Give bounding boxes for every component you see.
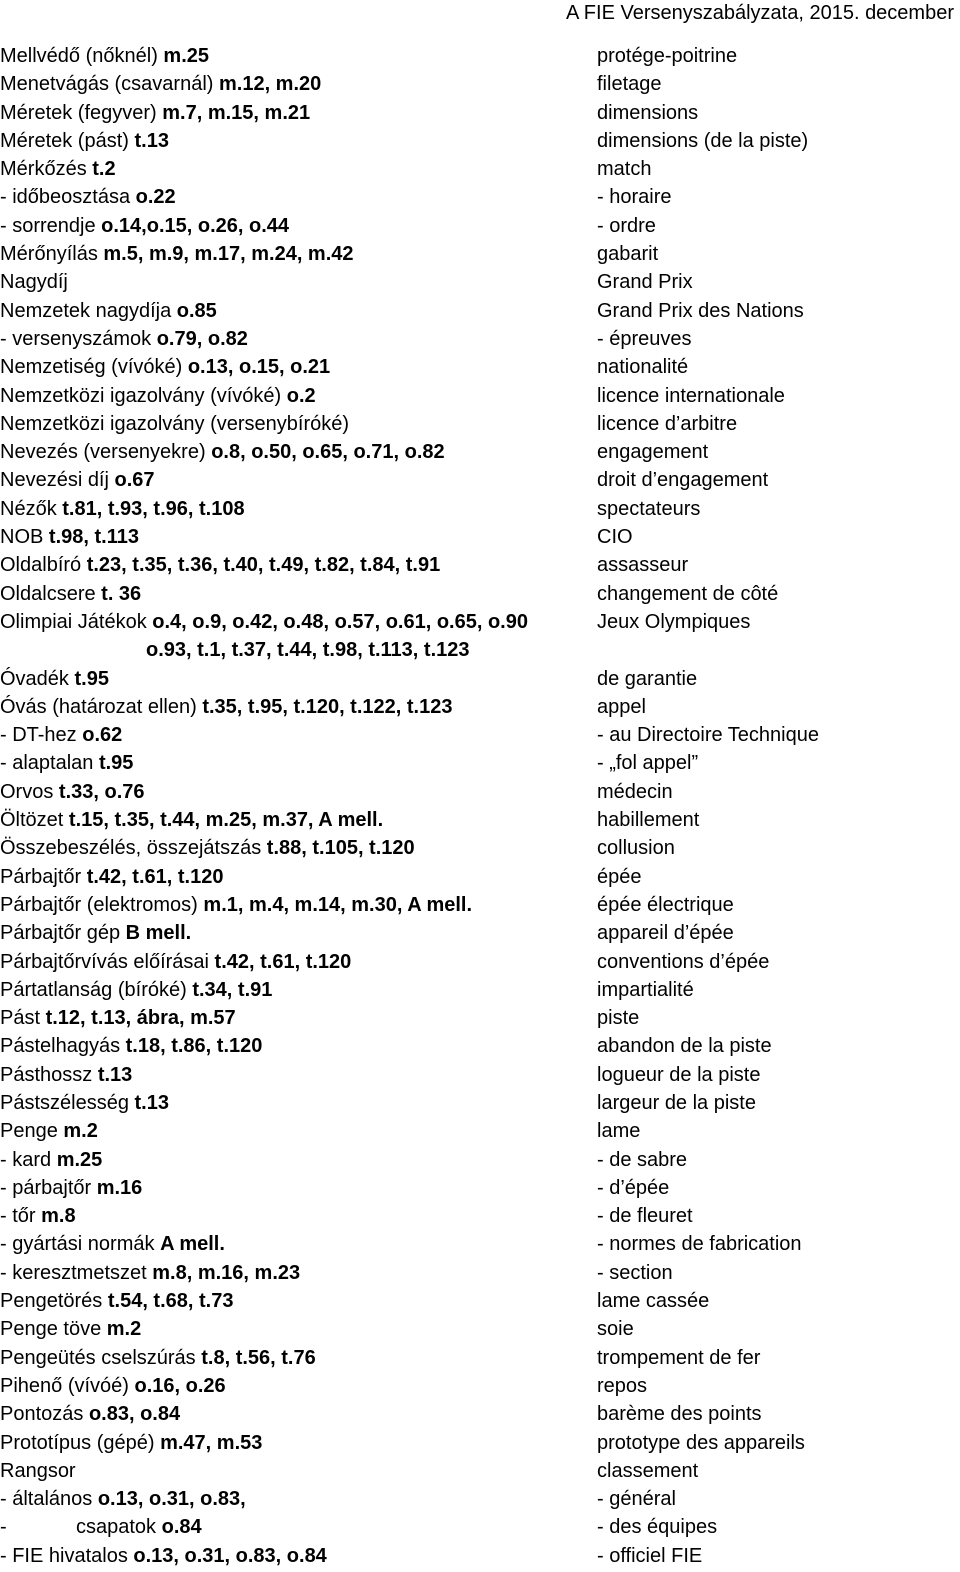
hungarian-term — [0, 806, 383, 834]
section-references: t.13 — [134, 1091, 169, 1114]
index-entry — [0, 1513, 960, 1541]
section-references: m.2 — [106, 1318, 142, 1341]
term-text: Nemzetközi igazolvány (versenybíróké) — [0, 412, 350, 435]
hungarian-term — [0, 919, 191, 947]
term-text: Pásthossz — [0, 1063, 98, 1086]
section-references: t.88, t.105, t.120 — [266, 837, 415, 860]
french-term: piste — [597, 1007, 640, 1030]
index-entry — [0, 1174, 960, 1202]
term-text: Prototípus (gépé) — [0, 1431, 161, 1454]
index-entry — [0, 297, 960, 325]
section-references: m.1, m.4, m.14, m.30, A mell. — [203, 893, 473, 916]
french-term: dimensions (de la piste) — [597, 129, 809, 152]
french-term: - de sabre — [597, 1148, 688, 1171]
hungarian-term — [0, 325, 248, 353]
term-text: Nevezés (versenyekre) — [0, 441, 212, 464]
index-entry — [0, 325, 960, 353]
index-entry — [0, 212, 960, 240]
index-entry — [0, 70, 960, 98]
french-term: spectateurs — [597, 497, 701, 520]
section-references: t.13 — [134, 129, 169, 152]
index-entry — [0, 382, 960, 410]
hungarian-term — [0, 212, 289, 240]
hungarian-term — [0, 438, 445, 466]
french-term: médecin — [597, 780, 673, 803]
term-text: Nemzetközi igazolvány (vívóké) — [0, 384, 287, 407]
term-text: - gyártási normák — [0, 1233, 161, 1256]
index-entry — [0, 1542, 960, 1570]
term-text: - versenyszámok — [0, 327, 157, 350]
section-references: m.25 — [163, 45, 210, 67]
hungarian-term — [0, 183, 176, 211]
term-text: Penge — [0, 1120, 64, 1143]
term-text: Párbajtőr — [0, 865, 87, 888]
hungarian-term — [0, 1400, 180, 1428]
term-text: Penge töve — [0, 1318, 107, 1341]
french-term: gabarit — [597, 243, 659, 266]
section-references: t.98, t.113 — [48, 526, 139, 549]
term-text: Nemzetek nagydíja — [0, 299, 177, 322]
french-term: barème des points — [597, 1403, 762, 1426]
french-term: - épreuves — [597, 327, 692, 350]
hungarian-term — [146, 636, 470, 664]
index-entry — [0, 1202, 960, 1230]
term-text: Nevezési díj — [0, 469, 115, 492]
term-text: Mérkőzés — [0, 158, 93, 181]
hungarian-term — [0, 580, 141, 608]
french-term: licence internationale — [597, 384, 785, 407]
hungarian-term — [0, 1117, 98, 1145]
hungarian-term — [0, 834, 415, 862]
index-entry — [0, 495, 960, 523]
term-text: Oldalbíró — [0, 554, 87, 577]
term-text: Nagydíj — [0, 271, 68, 294]
section-references: m.7, m.15, m.21 — [162, 101, 311, 124]
french-term: CIO — [597, 526, 633, 549]
hungarian-term — [0, 268, 68, 296]
hungarian-term — [0, 382, 316, 410]
index-entry — [0, 183, 960, 211]
french-term: de garantie — [597, 667, 698, 690]
index-entry — [0, 155, 960, 183]
french-term: lame — [597, 1120, 641, 1143]
page-header: A FIE Versenyszabályzata, 2015. december — [566, 2, 954, 24]
term-text: Összebeszélés, összejátszás — [0, 837, 267, 860]
french-term: repos — [597, 1374, 648, 1397]
index-entry — [0, 580, 960, 608]
section-references: m.8 — [41, 1205, 76, 1228]
index-entry — [0, 636, 960, 664]
term-text: csapatok — [76, 1516, 162, 1539]
term-text: - általános — [0, 1488, 98, 1511]
section-references: o.13, o.31, o.83, o.84 — [133, 1544, 327, 1567]
section-references: t.18, t.86, t.120 — [125, 1035, 263, 1058]
index-entry — [0, 1004, 960, 1032]
french-term: dimensions — [597, 101, 699, 124]
section-references: t.34, t.91 — [192, 978, 273, 1001]
section-references: o.93, t.1, t.37, t.44, t.98, t.113, t.123 — [146, 639, 470, 662]
french-term: lame cassée — [597, 1290, 710, 1313]
french-term: - au Directoire Technique — [597, 724, 819, 747]
index-entry — [0, 1032, 960, 1060]
hungarian-term — [0, 665, 109, 693]
section-references: o.14,o.15, o.26, o.44 — [101, 214, 290, 237]
index-entry — [0, 523, 960, 551]
french-term: conventions d’épée — [597, 950, 770, 973]
french-term: - section — [597, 1261, 673, 1284]
french-term: Grand Prix — [597, 271, 693, 294]
index-entry — [0, 948, 960, 976]
french-term: impartialité — [597, 978, 694, 1001]
index-entry — [0, 466, 960, 494]
index-entry — [0, 608, 960, 636]
hungarian-term — [0, 495, 245, 523]
index-entry — [0, 976, 960, 1004]
section-references: t.8, t.56, t.76 — [201, 1346, 316, 1369]
section-references: o.85 — [176, 299, 217, 322]
section-references: m.25 — [56, 1148, 103, 1171]
section-references: m.2 — [63, 1120, 98, 1143]
hungarian-term — [0, 608, 528, 636]
french-term: appel — [597, 695, 646, 718]
french-term: nationalité — [597, 356, 689, 379]
term-text: Pengeütés cselszúrás — [0, 1346, 202, 1369]
section-references: o.79, o.82 — [156, 327, 248, 350]
french-term: licence d’arbitre — [597, 412, 738, 435]
french-term: - „fol appel” — [597, 752, 699, 775]
french-term: épée — [597, 865, 642, 888]
term-text: Olimpiai Játékok — [0, 610, 153, 633]
hungarian-term — [0, 466, 155, 494]
hungarian-term — [0, 1315, 141, 1343]
index-entry — [0, 127, 960, 155]
hungarian-term — [0, 1061, 132, 1089]
index-entry — [0, 1230, 960, 1258]
hungarian-term — [0, 1344, 316, 1372]
term-text: - alaptalan — [0, 752, 99, 775]
hungarian-term — [0, 976, 272, 1004]
index-entry — [0, 1485, 960, 1513]
index-entry — [0, 42, 960, 70]
index-entry — [0, 749, 960, 777]
french-term: assasseur — [597, 554, 689, 577]
french-term: - général — [597, 1488, 676, 1511]
index-entry — [0, 1259, 960, 1287]
section-references: t.35, t.95, t.120, t.122, t.123 — [202, 695, 453, 718]
section-references: o.22 — [135, 186, 176, 209]
term-text: - párbajtőr — [0, 1176, 97, 1199]
hungarian-term — [0, 1287, 233, 1315]
index-entry — [0, 353, 960, 381]
term-text: - időbeosztása — [0, 186, 136, 209]
term-text: - DT-hez — [0, 724, 83, 747]
section-references: m.16 — [96, 1176, 143, 1199]
section-references: t.13 — [97, 1063, 133, 1086]
french-term: prototype des appareils — [597, 1431, 805, 1454]
term-text: Pontozás — [0, 1403, 89, 1426]
french-term: abandon de la piste — [597, 1035, 772, 1058]
section-references: t.23, t.35, t.36, t.40, t.49, t.82, t.84, t.91 — [86, 554, 441, 577]
section-references: m.8, m.16, m.23 — [152, 1261, 301, 1284]
hungarian-term — [0, 42, 209, 70]
french-term: classement — [597, 1459, 699, 1482]
hungarian-term — [0, 99, 310, 127]
index-entry — [0, 778, 960, 806]
index-entry — [0, 806, 960, 834]
index-entry — [0, 99, 960, 127]
term-text: Nemzetiség (vívóké) — [0, 356, 188, 379]
term-text: Mellvédő (nőknél) — [0, 45, 164, 67]
index-list — [0, 42, 960, 1570]
term-text: Méretek (pást) — [0, 129, 135, 152]
french-term: - de fleuret — [597, 1205, 693, 1228]
index-entry — [0, 1400, 960, 1428]
hungarian-term — [0, 1202, 76, 1230]
french-term: - officiel FIE — [597, 1544, 703, 1567]
french-term: changement de côté — [597, 582, 779, 605]
section-references: o.16, o.26 — [134, 1374, 226, 1397]
section-references: o.13, o.15, o.21 — [187, 356, 331, 379]
term-text: Párbajtőr (elektromos) — [0, 893, 204, 916]
hungarian-term — [0, 127, 169, 155]
section-references: t.54, t.68, t.73 — [107, 1290, 234, 1313]
term-text: - sorrendje — [0, 214, 102, 237]
hungarian-term — [0, 1485, 246, 1513]
french-term: soie — [597, 1318, 634, 1341]
index-entry — [0, 919, 960, 947]
hungarian-term — [0, 1259, 300, 1287]
section-references: t.2 — [92, 158, 116, 181]
french-term: habillement — [597, 809, 700, 832]
term-text: Mérőnyílás — [0, 243, 104, 266]
term-text: Pengetörés — [0, 1290, 108, 1313]
term-text: Menetvágás (csavarnál) — [0, 73, 219, 96]
index-entry — [0, 1117, 960, 1145]
french-term: filetage — [597, 73, 662, 96]
index-entry — [0, 891, 960, 919]
french-term: largeur de la piste — [597, 1091, 756, 1114]
hungarian-term — [0, 1004, 236, 1032]
term-text: Orvos — [0, 780, 59, 803]
french-term: - ordre — [597, 214, 656, 237]
hungarian-term — [0, 948, 351, 976]
section-references: B mell. — [125, 922, 192, 945]
hungarian-term — [0, 721, 122, 749]
dash-marker: - — [0, 1516, 7, 1539]
section-references: o.84 — [161, 1516, 202, 1539]
hungarian-term — [0, 1542, 327, 1570]
french-term: droit d’engagement — [597, 469, 769, 492]
hungarian-term — [0, 353, 330, 381]
section-references: m.47, m.53 — [160, 1431, 263, 1454]
hungarian-term — [0, 70, 321, 98]
term-text: Óvadék — [0, 667, 75, 690]
section-references: o.67 — [114, 469, 155, 492]
section-references: o.13, o.31, o.83, — [97, 1488, 246, 1511]
index-entry — [0, 1089, 960, 1117]
index-entry — [0, 834, 960, 862]
index-entry — [0, 240, 960, 268]
section-references: o.4, o.9, o.42, o.48, o.57, o.61, o.65, o.90 — [152, 610, 528, 633]
section-references: t.42, t.61, t.120 — [214, 950, 352, 973]
index-entry — [0, 693, 960, 721]
index-entry — [0, 268, 960, 296]
hungarian-term — [0, 523, 139, 551]
term-text: Oldalcsere — [0, 582, 102, 605]
section-references: m.5, m.9, m.17, m.24, m.42 — [103, 243, 354, 266]
hungarian-term — [0, 1089, 169, 1117]
index-entry — [0, 1287, 960, 1315]
term-text: Rangsor — [0, 1459, 76, 1482]
hungarian-term — [0, 778, 145, 806]
french-term: trompement de fer — [597, 1346, 761, 1369]
hungarian-term — [0, 1174, 142, 1202]
hungarian-term — [0, 1032, 262, 1060]
index-entry — [0, 410, 960, 438]
hungarian-term — [0, 297, 217, 325]
french-term: appareil d’épée — [597, 922, 734, 945]
french-term: - des équipes — [597, 1516, 718, 1539]
section-references: t.95 — [98, 752, 134, 775]
hungarian-term — [0, 891, 472, 919]
section-references: t.42, t.61, t.120 — [86, 865, 224, 888]
term-text: Pihenő (vívóé) — [0, 1374, 135, 1397]
index-entry — [0, 551, 960, 579]
term-text: - keresztmetszet — [0, 1261, 153, 1284]
term-text: Öltözet — [0, 809, 69, 832]
term-text: Méretek (fegyver) — [0, 101, 163, 124]
index-entry — [0, 1372, 960, 1400]
hungarian-term — [0, 551, 440, 579]
hungarian-term — [0, 749, 133, 777]
french-term: épée électrique — [597, 893, 734, 916]
index-entry — [0, 1344, 960, 1372]
index-entry — [0, 1457, 960, 1485]
index-entry — [0, 1315, 960, 1343]
french-term: - horaire — [597, 186, 672, 209]
term-text: Nézők — [0, 497, 63, 520]
french-term: collusion — [597, 837, 675, 860]
section-references: o.62 — [82, 724, 123, 747]
french-term: match — [597, 158, 652, 181]
term-text: Pártatlanság (bíróké) — [0, 978, 193, 1001]
section-references: t.15, t.35, t.44, m.25, m.37, A mell. — [68, 809, 384, 832]
hungarian-term — [0, 240, 354, 268]
hungarian-term — [0, 1230, 225, 1258]
term-text: - kard — [0, 1148, 57, 1171]
term-text: Pástszélesség — [0, 1091, 135, 1114]
hungarian-term — [0, 1513, 202, 1541]
hungarian-term — [0, 863, 223, 891]
section-references: t. 36 — [101, 582, 142, 605]
hungarian-term — [0, 1372, 226, 1400]
hungarian-term — [0, 1429, 262, 1457]
french-term: - normes de fabrication — [597, 1233, 802, 1256]
french-term: protége-poitrine — [597, 45, 738, 67]
index-entry — [0, 665, 960, 693]
section-references: t.95 — [74, 667, 109, 690]
french-term: logueur de la piste — [597, 1063, 761, 1086]
term-text: NOB — [0, 526, 49, 549]
french-term: Jeux Olympiques — [597, 610, 751, 633]
hungarian-term — [0, 1146, 102, 1174]
index-entry — [0, 863, 960, 891]
index-entry — [0, 1061, 960, 1089]
term-text: Párbajtőrvívás előírásai — [0, 950, 215, 973]
section-references: o.2 — [286, 384, 316, 407]
hungarian-term — [0, 1457, 76, 1485]
french-term: Grand Prix des Nations — [597, 299, 804, 322]
french-term: engagement — [597, 441, 709, 464]
french-term: - d’épée — [597, 1176, 670, 1199]
term-text: - FIE hivatalos — [0, 1544, 134, 1567]
term-text: Párbajtőr gép — [0, 922, 126, 945]
hungarian-term — [0, 693, 452, 721]
section-references: t.33, o.76 — [58, 780, 145, 803]
section-references: t.12, t.13, ábra, m.57 — [45, 1007, 236, 1030]
term-text: Pást — [0, 1007, 46, 1030]
section-references: o.8, o.50, o.65, o.71, o.82 — [211, 441, 445, 464]
section-references: t.81, t.93, t.96, t.108 — [62, 497, 245, 520]
hungarian-term — [0, 410, 349, 438]
index-entry — [0, 438, 960, 466]
section-references: A mell. — [160, 1233, 225, 1256]
index-entry — [0, 721, 960, 749]
term-text: - tőr — [0, 1205, 42, 1228]
index-entry — [0, 1429, 960, 1457]
index-entry — [0, 1146, 960, 1174]
section-references: o.83, o.84 — [88, 1403, 181, 1426]
term-text: Óvás (határozat ellen) — [0, 695, 203, 718]
section-references: m.12, m.20 — [218, 73, 322, 96]
hungarian-term — [0, 155, 116, 183]
term-text: Pástelhagyás — [0, 1035, 126, 1058]
